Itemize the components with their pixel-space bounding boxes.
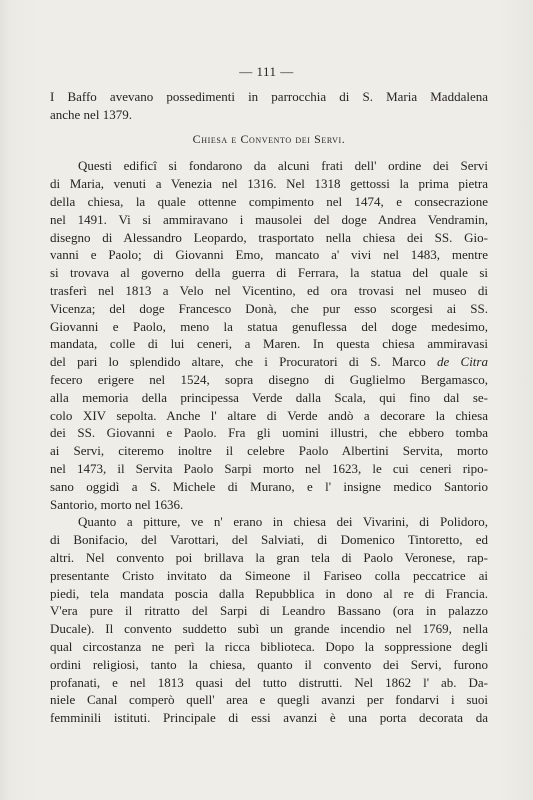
text-line: Quanto a pitture, ve n' erano in chiesa dei Vivarini, di Polidoro, xyxy=(78,514,488,530)
text-line: I Baffo avevano possedimenti in parrocchia di S. Maria Maddalena xyxy=(50,89,488,104)
paragraph-1 xyxy=(50,157,488,513)
text-line: di Bonifacio, del Varottari, del Salviati, di Domenico Tintoretto, ed xyxy=(50,532,488,548)
text-line: Questi edificî si fondarono da alcuni frati dell' ordine dei Servi xyxy=(78,158,488,174)
text-line: disegno di Alessandro Leopardo, trasportato nella chiesa dei SS. Gio- xyxy=(50,229,488,245)
text-line: Vicenza; del doge Francesco Donà, che pur esso scorgesi ai SS. xyxy=(50,300,488,316)
text-line: fecero erigere nel 1524, sopra disegno di Guglielmo Bergamasco, xyxy=(50,371,488,387)
text-line: colo XIV sepolta. Anche l' altare di Verde andò a decorare la chiesa xyxy=(50,407,488,423)
text-line: mandata, colle di lui ceneri, a Maren. In questa chiesa ammiravasi xyxy=(50,336,488,352)
text-line: vanni e Paolo; di Giovanni Emo, mancato a' vivi nel 1483, mentre xyxy=(50,247,488,263)
paragraph-2 xyxy=(50,513,488,727)
text-line: niele Canal comperò quell' area e quegli avanzi per fondarvi i suoi xyxy=(50,692,488,708)
text-line: altri. Nel convento poi brillava la gran tela di Paolo Veronese, rap- xyxy=(50,549,488,565)
text-line: ordini religiosi, tanto la chiesa, quanto il convento dei Servi, furono xyxy=(50,656,488,672)
page-number: — 111 — xyxy=(239,64,294,79)
text-line xyxy=(50,353,488,371)
text-line: femminili istituti. Principale di essi avanzi è una porta decorata da xyxy=(50,710,488,726)
section-heading: Chiesa e Convento dei Servi. xyxy=(192,131,346,146)
text-line: qual circostanza ne perì la ricca biblioteca. Dopo la soppressione degli xyxy=(50,638,488,654)
text-line: ai Servi, citeremo inoltre il celebre Paolo Albertini Servita, morto xyxy=(50,443,488,459)
text-line: profanati, e nel 1813 quasi del tutto distrutti. Nel 1862 l' ab. Da- xyxy=(50,674,488,690)
text-line: presentante Cristo invitato da Simeone il Fariseo colla peccatrice ai xyxy=(50,567,488,583)
text-line: sano oggidì a S. Michele di Murano, e l' insigne medico Santorio xyxy=(50,478,488,494)
text-line: si trovava al governo della guerra di Ferrara, la statua del quale si xyxy=(50,265,488,281)
paragraph-0 xyxy=(50,88,488,124)
text-line: V'era pure il ritratto del Sarpi di Leandro Bassano (ora in palazzo xyxy=(50,603,488,619)
text-line: della chiesa, la quale ottenne compimento nel 1474, e consecrazione xyxy=(50,193,488,209)
text-line: piedi, tela mandata poscia dalla Repubblica in dono al re di Francia. xyxy=(50,585,488,601)
text-line: nel 1491. Vi si ammiravano i mausolei del doge Andrea Vendramin, xyxy=(50,211,488,227)
text-line: Santorio, morto nel 1636. xyxy=(50,496,184,512)
text-line: trasferì nel 1813 a Velo nel Vicentino, ed ora trovasi nel museo di xyxy=(50,282,488,298)
text-line: dei SS. Giovanni e Paolo. Fra gli uomini illustri, che ebbero tomba xyxy=(50,425,488,441)
text-line: alla memoria della principessa Verde dalla Scala, qui fino dal se- xyxy=(50,389,488,405)
text-line: anche nel 1379. xyxy=(50,106,132,122)
text-line: di Maria, venuti a Venezia nel 1316. Nel 1318 gettossi la prima pietra xyxy=(50,176,488,192)
text-body xyxy=(50,88,488,727)
text-segment: del pari lo splendido altare, che i Procuratori di S. Marco xyxy=(50,354,438,370)
italic-phrase: de Citra xyxy=(437,354,488,370)
text-line: Giovanni e Paolo, meno la statua genuflessa del doge medesimo, xyxy=(50,318,488,334)
text-line: nel 1473, il Servita Paolo Sarpi morto nel 1623, le cui ceneri ripo- xyxy=(50,460,488,476)
text-line: Ducale). Il convento suddetto subì un grande incendio nel 1769, nella xyxy=(50,621,488,637)
